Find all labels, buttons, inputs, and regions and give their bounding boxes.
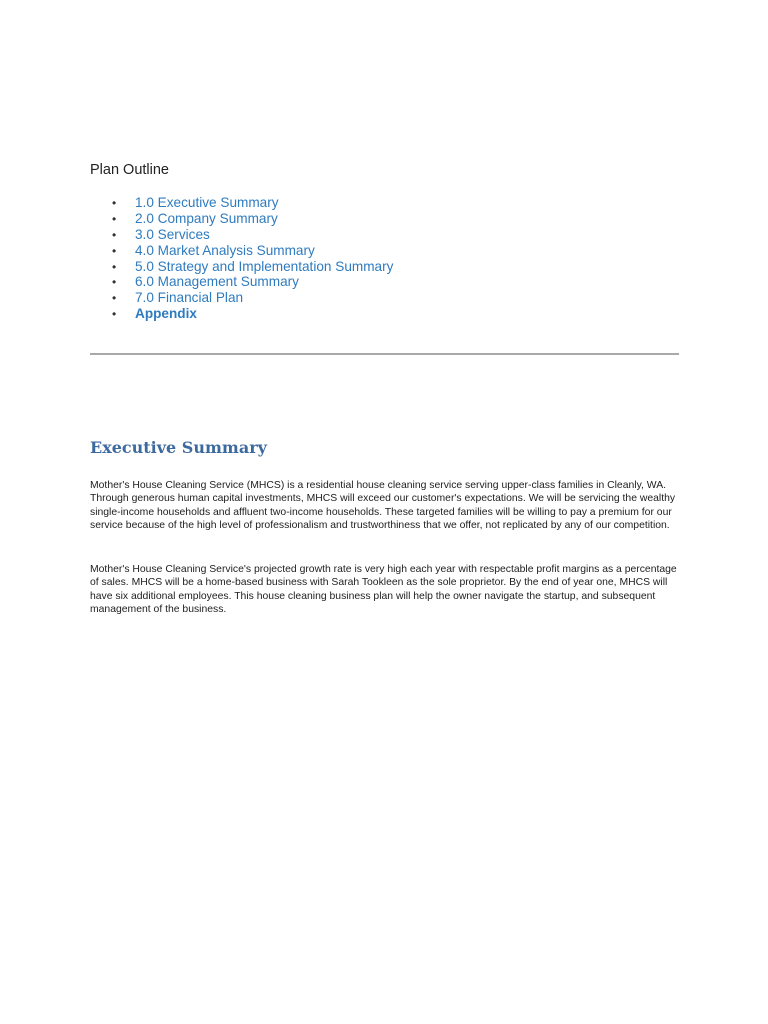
outline-link-company-summary[interactable]: 2.0 Company Summary (135, 210, 278, 226)
bullet-icon: • (112, 243, 117, 258)
executive-summary-paragraph-2: Mother's House Cleaning Service's projected growth rate is very high each year with respectable profit margins as a percentage of sales. MHCS will be a home-based business with Sarah Tookleen as the sole proprietor. By the end of year one, MHCS will have six additional employees. This house cleaning business plan will help the owner navigate the startup, and subsequent management of the business. (90, 564, 677, 616)
executive-summary-paragraph-1: Mother's House Cleaning Service (MHCS) is a residential house cleaning service serving upper-class families in Cleanly, WA. Through generous human capital investments, MHCS will exceed our customer's expectations. We will be servicing the wealthy single-income households and affluent two-income households. These targeted families will be willing to pay a premium for our service because of the high level of professionalism and trustworthiness that we offer, not replicated by any of our competition. (90, 480, 676, 532)
outline-link-market-analysis-summary[interactable]: 4.0 Market Analysis Summary (135, 242, 315, 258)
plan-outline-list (90, 195, 690, 322)
outline-link-services[interactable]: 3.0 Services (135, 226, 210, 242)
outline-link-strategy-implementation-summary[interactable]: 5.0 Strategy and Implementation Summary (135, 258, 394, 274)
outline-item-financial-plan (90, 290, 690, 306)
bullet-icon: • (112, 259, 117, 274)
bullet-icon: • (112, 291, 117, 306)
bullet-icon: • (112, 227, 117, 242)
bullet-icon: • (112, 196, 117, 210)
bullet-icon: • (112, 275, 117, 290)
outline-item-company-summary (90, 211, 690, 227)
bullet-icon: • (112, 211, 117, 226)
outline-link-appendix[interactable]: Appendix (135, 306, 197, 322)
executive-summary-heading: Executive Summary (90, 438, 267, 457)
horizontal-divider (90, 353, 679, 355)
bullet-icon: • (112, 307, 117, 322)
outline-item-market-analysis-summary (90, 243, 690, 259)
outline-item-management-summary (90, 274, 690, 290)
outline-item-appendix (90, 306, 690, 322)
outline-item-services (90, 227, 690, 243)
outline-link-management-summary[interactable]: 6.0 Management Summary (135, 274, 299, 290)
plan-outline-title: Plan Outline (90, 162, 169, 178)
outline-link-executive-summary[interactable]: 1.0 Executive Summary (135, 195, 279, 210)
outline-item-strategy-implementation-summary (90, 259, 690, 275)
outline-link-financial-plan[interactable]: 7.0 Financial Plan (135, 290, 244, 306)
outline-item-executive-summary (90, 195, 690, 211)
